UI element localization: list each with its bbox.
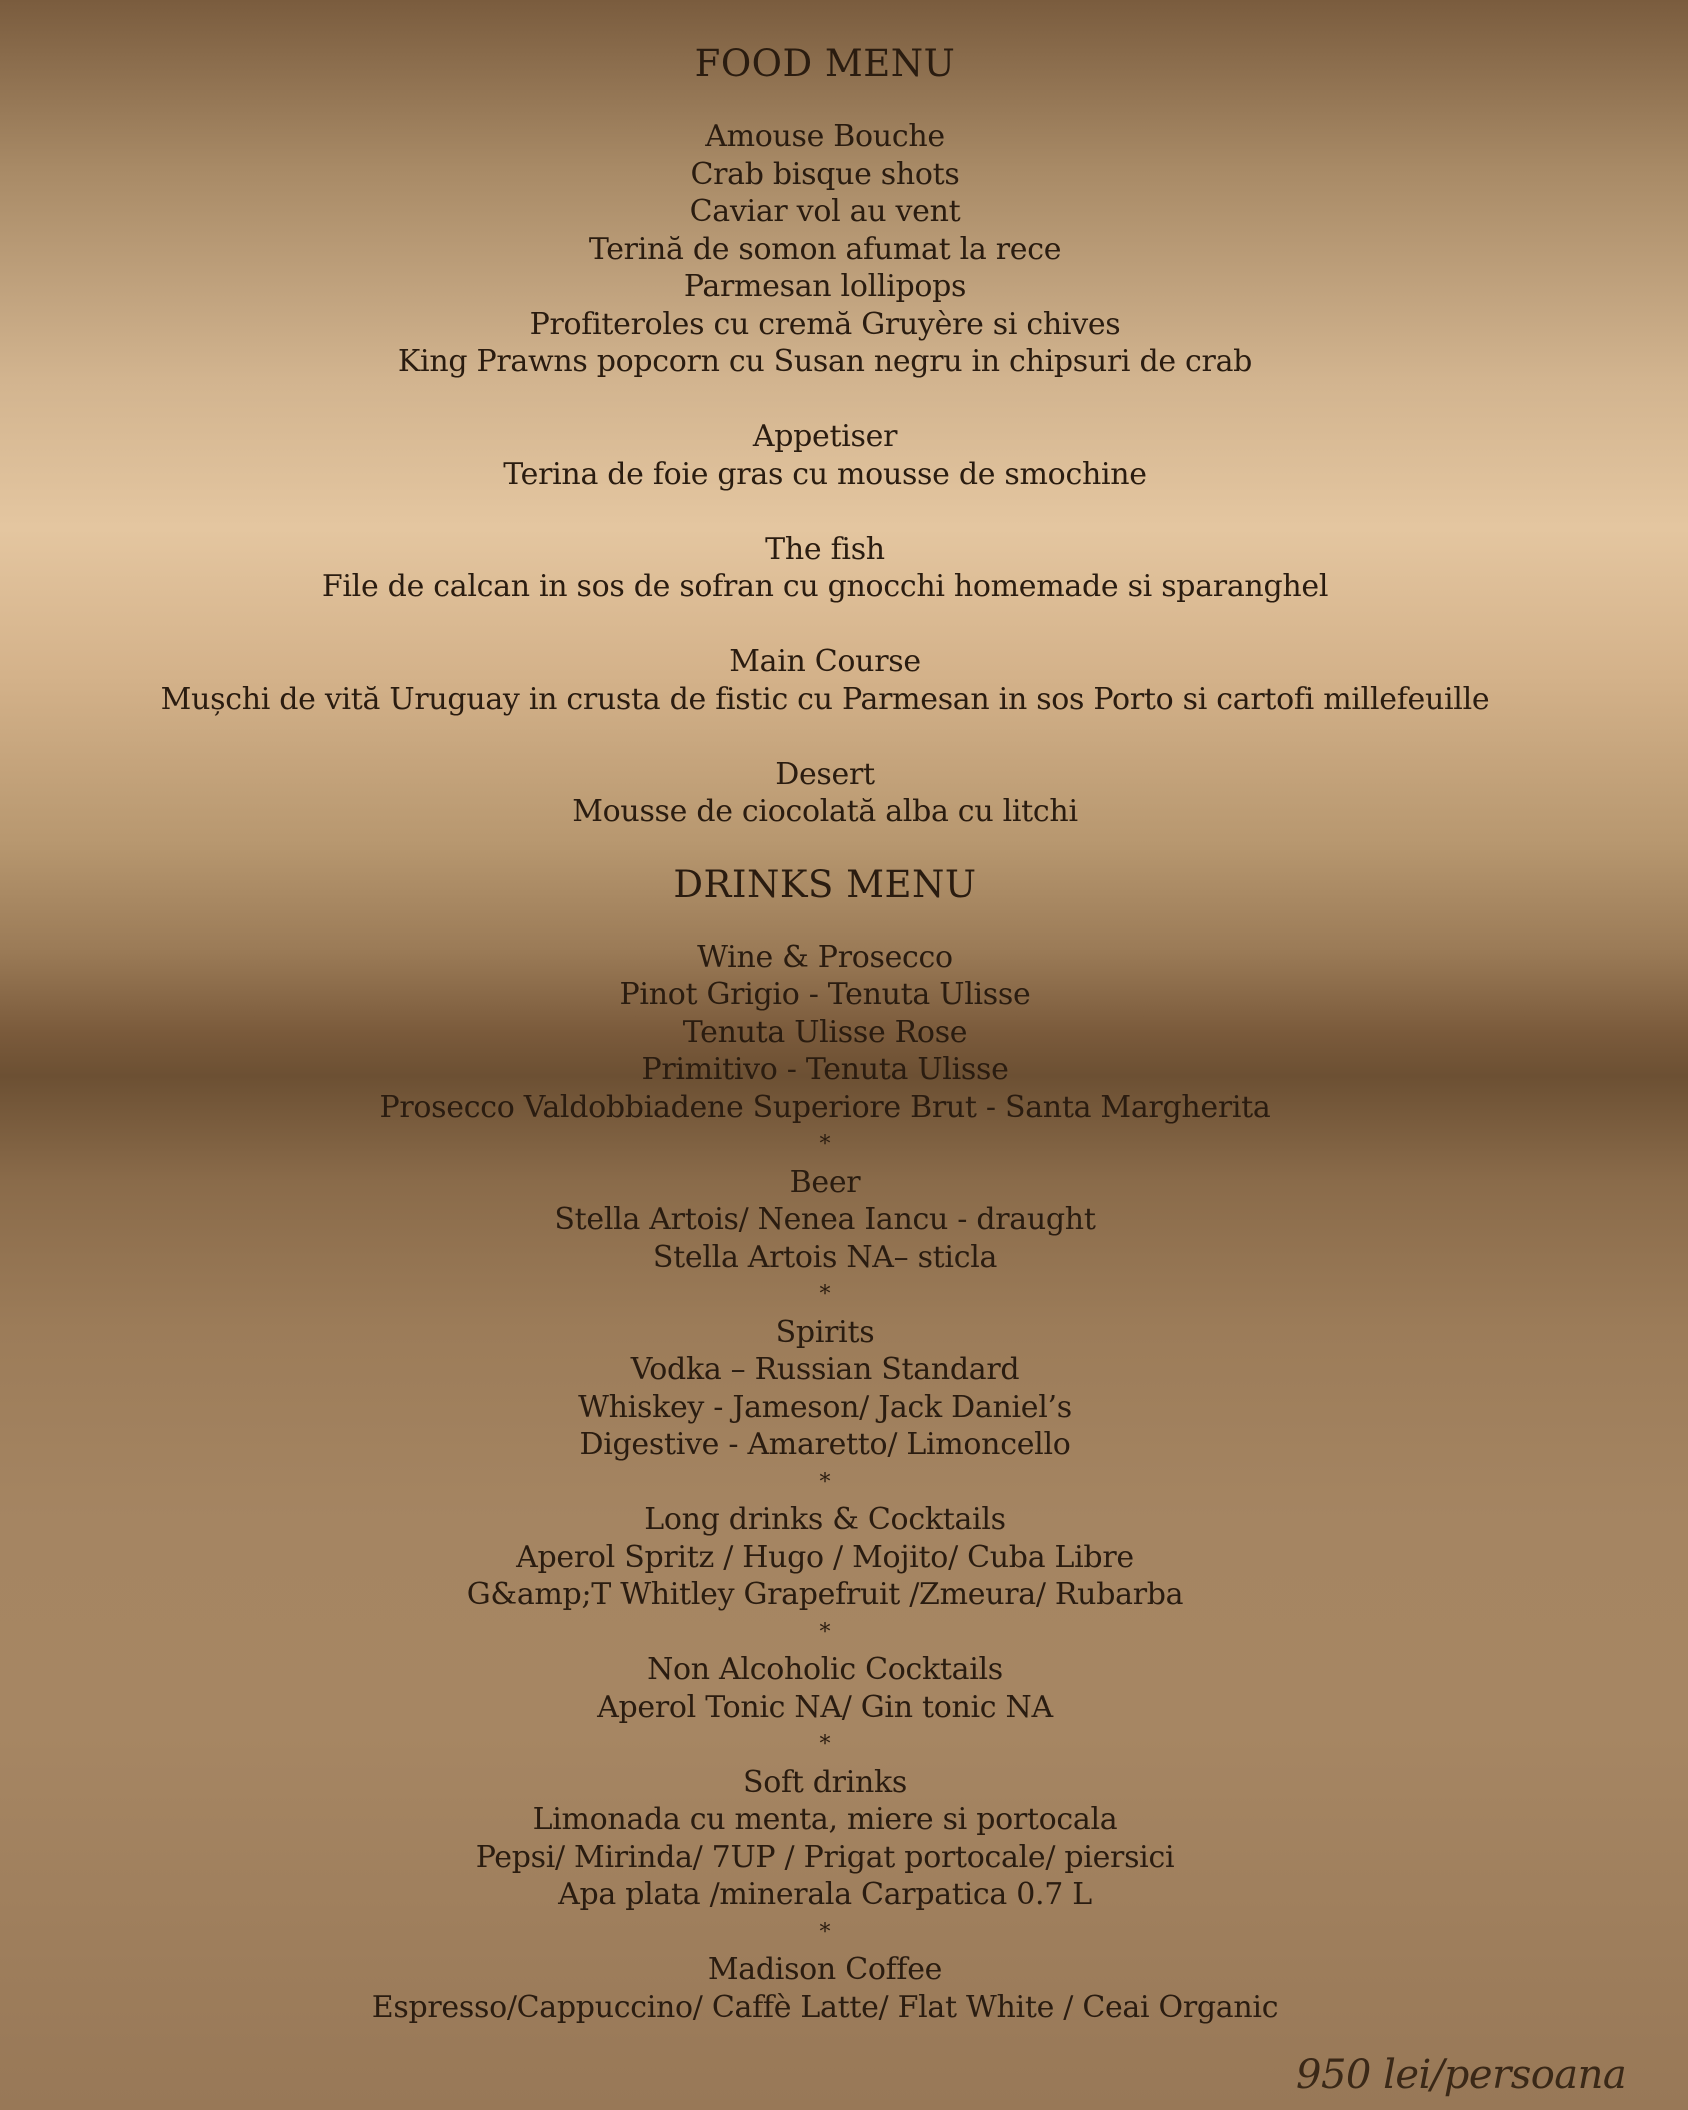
section-title: Desert [775,756,875,792]
menu-item: File de calcan in sos de sofran cu gnocchi homemade si sparanghel [321,569,1329,604]
spacer [0,90,1650,118]
food-section-main-course [0,643,1650,718]
menu-item: Aperol Tonic NA/ Gin tonic NA [597,1689,1053,1725]
section-title: Main Course [729,644,921,679]
section-separator: * [819,1619,831,1645]
menu-item: Terină de somon afumat la rece [588,231,1062,267]
spacer [0,606,1650,644]
menu-item: G&amp;T Whitley Grapefruit /Zmeura/ Rubarba [466,1577,1184,1612]
menu-item: Pepsi/ Mirinda/ 7UP / Prigat portocale/ piersici [475,1839,1175,1875]
menu-item: Parmesan lollipops [683,269,967,304]
section-separator: * [819,1132,831,1157]
menu-item: Whiskey - Jameson/ Jack Daniel’s [578,1389,1072,1425]
section-title: Appetiser [752,419,898,454]
price-per-person: 950 lei/persoana [1296,2052,1627,2098]
section-title: Spirits [775,1314,875,1350]
drinks-section-beer [0,1164,1650,1314]
section-title: Amouse Bouche [705,119,945,154]
food-section-desert [0,756,1650,831]
section-title: Soft drinks [742,1764,908,1800]
spacer [0,493,1650,531]
menu-item: Mousse de ciocolată alba cu litchi [572,794,1078,829]
menu-item: Primitivo - Tenuta Ulisse [641,1052,1009,1087]
section-separator: * [819,1919,831,1945]
menu-item: Mușchi de vită Uruguay in crusta de fistic cu Parmesan in sos Porto si cartofi millefeuille [160,681,1490,717]
section-title: Wine & Prosecco [697,939,953,975]
menu-item: Crab bisque shots [690,156,960,192]
menu-item: Prosecco Valdobbiadene Superiore Brut - Santa Margherita [379,1089,1271,1125]
section-title: Non Alcoholic Cocktails [647,1652,1003,1687]
section-title: The fish [765,531,885,567]
section-title: Madison Coffee [707,1952,943,1987]
drinks-menu-heading: DRINKS MENU [673,862,977,906]
drinks-section-spirits [0,1314,1650,1502]
section-title: Beer [789,1164,861,1200]
food-menu-heading: FOOD MENU [694,42,956,85]
section-separator: * [819,1469,831,1495]
menu-item: Limonada cu menta, miere si portocala [532,1802,1118,1837]
menu-item: Apa plata /minerala Carpatica 0.7 L [558,1877,1092,1912]
food-section-appetiser [0,418,1650,493]
drinks-section-coffee [0,1951,1650,2026]
menu-item: Espresso/Cappuccino/ Caffè Latte/ Flat White / Ceai Organic [371,1989,1279,2025]
section-separator: * [819,1732,831,1757]
food-section-fish [0,531,1650,606]
menu-item: Aperol Spritz / Hugo / Mojito/ Cuba Libre [516,1539,1134,1575]
spacer [0,381,1650,419]
food-section-amouse-bouche [0,118,1650,381]
drinks-section-long-drinks [0,1501,1650,1651]
drinks-section-non-alcoholic [0,1651,1650,1764]
spacer [0,831,1650,859]
menu-item: Vodka – Russian Standard [630,1352,1020,1387]
menu [0,38,1650,2026]
drinks-section-soft-drinks [0,1764,1650,1952]
menu-item: Profiteroles cu cremă Gruyère si chives [529,306,1121,342]
menu-item: Stella Artois NA– sticla [652,1239,998,1275]
drinks-section-wine [0,939,1650,1164]
section-separator: * [819,1282,831,1307]
menu-item: Pinot Grigio - Tenuta Ulisse [619,977,1031,1012]
menu-item: Stella Artois/ Nenea Iancu - draught [554,1202,1096,1237]
spacer [0,718,1650,756]
section-title: Long drinks & Cocktails [644,1502,1006,1537]
menu-item: Terina de foie gras cu mousse de smochine [503,456,1147,492]
menu-item: Digestive - Amaretto/ Limoncello [579,1427,1071,1462]
menu-item: Tenuta Ulisse Rose [682,1014,968,1050]
menu-item: King Prawns popcorn cu Susan negru in chipsuri de crab [397,344,1253,379]
spacer [0,911,1650,939]
menu-item: Caviar vol au vent [689,194,961,229]
